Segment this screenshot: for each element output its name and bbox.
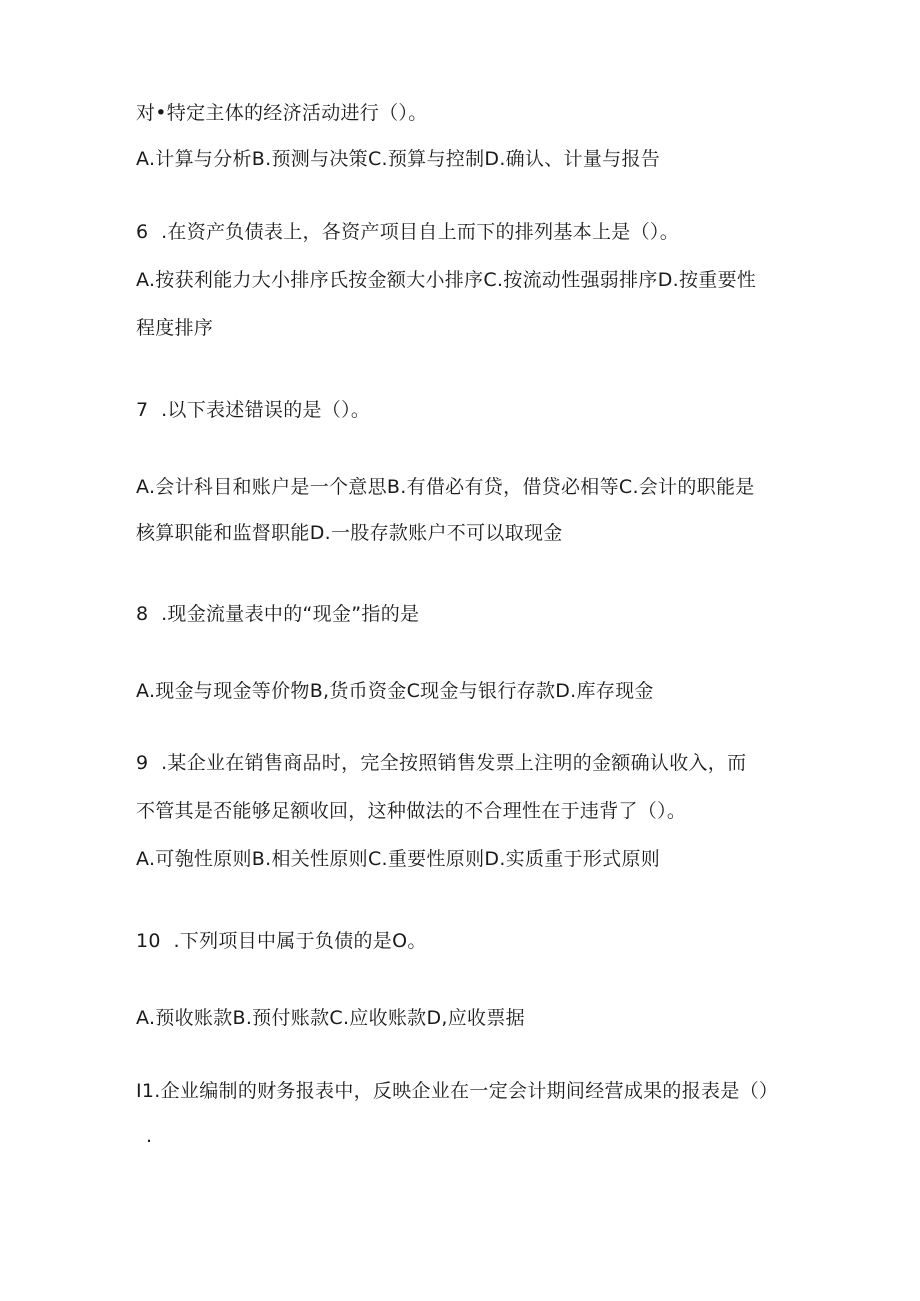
- question-9-options: A.可匏性原则B.相关性原则C.重要性原则D.实质重于形式原则: [136, 848, 661, 870]
- question-5-options: A.计算与分析B.预测与决策C.预算与控制D.确认、计量与报告: [136, 148, 661, 170]
- question-11-stem-cont: .: [146, 1125, 153, 1147]
- question-7-options: A.会计科目和账户是一个意思B.有借必有贷，借贷必相等C.会计的职能是: [136, 476, 755, 498]
- question-8-stem: 8 .现金流量表中的“现金”指的是: [136, 603, 420, 625]
- question-11-stem: I1.企业编制的财务报表中，反映企业在一定会计期间经营成果的报表是（）: [136, 1080, 779, 1102]
- question-7-stem: 7 .以下表述错误的是（）。: [136, 399, 371, 421]
- question-9-stem-cont: 不管其是否能够足额收回，这种做法的不合理性在于违背了（）。: [136, 800, 687, 822]
- question-6-options: A.按获利能力大小排序氏按金额大小排序C.按流动性强弱排序D.按重要性: [136, 269, 757, 291]
- question-9-stem: 9 .某企业在销售商品时，完全按照销售发票上注明的金额确认收入，而: [136, 752, 747, 774]
- question-10-stem: 10 .下列项目中属于负债的是O。: [136, 930, 427, 952]
- question-6-options-cont: 程度排序: [136, 317, 214, 339]
- question-10-options: A.预收账款B.预付账款C.应收账款D,应收票据: [136, 1007, 525, 1029]
- question-8-options: A.现金与现金等价物B,货币资金C现金与银行存款D.库存现金: [136, 680, 654, 702]
- question-5-stem-end: 对•特定主体的经济活动进行（）。: [136, 102, 428, 124]
- question-7-options-cont: 核算职能和监督职能D.一股存款账户不可以取现金: [136, 522, 563, 544]
- question-6-stem: 6 .在资产负债表上，各资产项目自上而下的排列基本上是（）。: [136, 221, 680, 243]
